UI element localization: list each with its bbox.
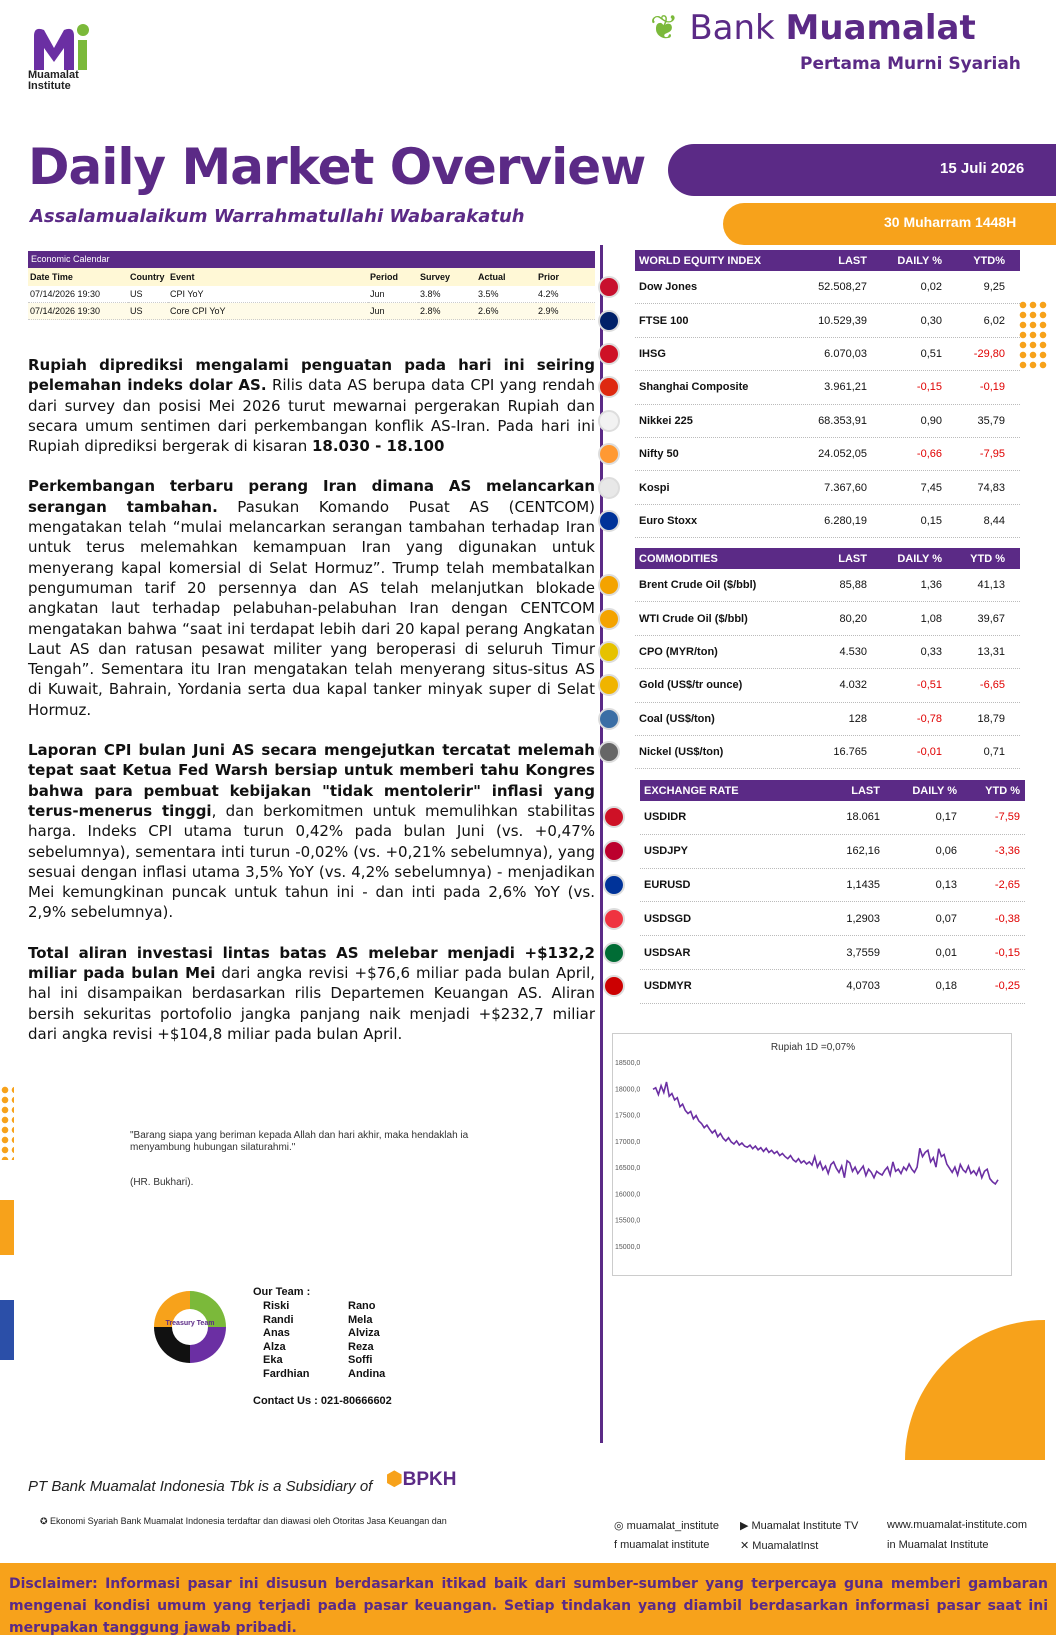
- website-link[interactable]: www.muamalat-institute.com: [887, 1519, 1027, 1531]
- instagram-icon: ◎: [614, 1520, 627, 1532]
- cell-name: Nifty 50: [639, 448, 679, 461]
- linkedin-handle: Muamalat Institute: [898, 1539, 989, 1551]
- cell-last: 16.765: [833, 746, 867, 759]
- ec-cell: US: [128, 303, 168, 320]
- cell-name: USDSGD: [644, 912, 692, 925]
- x-link[interactable]: [740, 1539, 818, 1552]
- cell-last: 6.280,19: [824, 514, 867, 527]
- cell-last: 3,7559: [846, 946, 880, 959]
- table-row: [640, 936, 1025, 970]
- cell-ytd: 8,44: [983, 514, 1005, 527]
- y-tick-label: 16500,0: [615, 1165, 641, 1173]
- commodities-column-header: DAILY %: [897, 552, 942, 565]
- y-tick-label: 15500,0: [615, 1217, 641, 1225]
- table-row: [635, 471, 1020, 504]
- instagram-link[interactable]: [614, 1519, 719, 1532]
- bank-tagline: Pertama Murni Syariah: [800, 54, 1021, 74]
- y-tick-label: 16000,0: [615, 1191, 641, 1199]
- economic-calendar-title: Economic Calendar: [28, 251, 595, 268]
- exchange-column-header: LAST: [851, 784, 880, 797]
- team-member: Randi: [263, 1313, 294, 1326]
- cell-ytd: -0,38: [994, 912, 1020, 925]
- equity-column-header: LAST: [838, 254, 867, 267]
- paragraph-body: dari angka revisi +$76,6 miliar pada bulan April, hal ini disampaikan berdasarkan rilis Departemen Keuangan AS. Aliran bersih sekuritas portofolio jangka panjang naik menjadi +$232,7 miliar dari angka revisi +$104,8 miliar pada bulan April.: [28, 964, 596, 1043]
- cell-ytd: 9,25: [983, 281, 1005, 294]
- paragraph-investment: [28, 943, 595, 1044]
- y-tick-label: 17000,0: [615, 1138, 641, 1146]
- eu-pin-icon: [603, 874, 625, 896]
- disclaimer: Disclaimer: Informasi pasar ini disusun berdasarkan itikad baik dari sumber-sumber yang terpercaya guna memberi gambaran mengenai kondisi umum yang terjadi pada pasar keuangan. Setiap tindakan yang diambil berdasarkan informasi pasar saat ini merupakan tanggung jawab pribadi.: [0, 1563, 1056, 1635]
- cell-name: Gold (US$/tr ounce): [639, 679, 743, 692]
- cell-last: 85,88: [839, 579, 867, 592]
- cell-daily: 0,18: [935, 980, 957, 993]
- cell-last: 1,2903: [846, 912, 880, 925]
- team-member: Anas: [263, 1327, 290, 1339]
- cell-last: 162,16: [846, 845, 880, 858]
- cell-name: Nikkei 225: [639, 414, 693, 427]
- cell-last: 128: [848, 712, 867, 725]
- table-row: [635, 736, 1020, 769]
- ec-col-header: Date Time: [28, 268, 128, 286]
- exchange-column-header: YTD %: [985, 784, 1020, 797]
- ec-col-header: Prior: [536, 268, 595, 286]
- team-column-1: [263, 1300, 309, 1381]
- table-row: [28, 303, 595, 320]
- paragraph-rupiah: [28, 355, 595, 456]
- treasury-team-logo: [150, 1285, 230, 1370]
- decorative-stripe: [0, 1200, 14, 1255]
- paragraph-headline: Rupiah diprediksi mengalami penguatan pada hari ini seiring pelemahan indeks dolar AS.: [28, 356, 595, 395]
- cell-ytd: -6,65: [979, 679, 1005, 692]
- table-row: [640, 835, 1025, 869]
- cell-ytd: 39,67: [977, 612, 1005, 625]
- cell-last: 52.508,27: [818, 281, 867, 294]
- table-row: [635, 569, 1020, 602]
- team-member: Rano: [348, 1300, 376, 1312]
- exchange-rate-table: [640, 780, 1025, 1004]
- cell-daily: 0,06: [935, 845, 957, 858]
- hijri-date: 30 Muharram 1448H: [884, 214, 1017, 230]
- paragraph-headline: Laporan CPI bulan Juni AS secara mengejutkan tercatat melemah tepat saat Ketua Fed Warsh bersiap untuk memberi tahu Kongres bahwa para pembuat kebijakan "tidak mentolerir" inflasi yang terus-menerus tinggi: [28, 741, 595, 820]
- facebook-handle: muamalat institute: [620, 1539, 710, 1551]
- table-row: [640, 869, 1025, 903]
- table-row: [635, 636, 1020, 669]
- cell-name: Coal (US$/ton): [639, 712, 715, 725]
- team-member: Mela: [348, 1313, 373, 1326]
- cell-name: Shanghai Composite: [639, 381, 749, 394]
- cell-daily: 0,17: [935, 811, 957, 824]
- decorative-dots: [0, 1085, 14, 1160]
- paragraph-iran: [28, 476, 595, 720]
- ec-cell: 2.6%: [476, 303, 536, 320]
- instagram-handle: muamalat_institute: [626, 1520, 719, 1532]
- equity-header-row: [635, 250, 1020, 271]
- paragraph-headline: Total aliran investasi lintas batas AS melebar menjadi +$132,2 miliar pada bulan Mei: [28, 943, 595, 983]
- cell-name: USDIDR: [644, 811, 687, 824]
- eu-flag-icon: [598, 510, 620, 532]
- team-member: Andina: [348, 1367, 386, 1380]
- chart-title: Rupiah 1D =0,07%: [770, 1042, 856, 1053]
- table-row: [640, 801, 1025, 835]
- ec-cell: US: [128, 286, 168, 303]
- indonesia-flag-icon: [598, 343, 620, 365]
- cell-daily: 0,51: [920, 347, 942, 360]
- y-tick-label: 17500,0: [615, 1112, 641, 1120]
- market-commentary: [28, 355, 595, 1064]
- rupiah-range: 18.030 - 18.100: [311, 437, 445, 456]
- cell-ytd: -0,19: [979, 381, 1005, 394]
- ec-cell: Core CPI YoY: [168, 303, 368, 320]
- hadith-quote: "Barang siapa yang beriman kepada Allah dan hari akhir, maka hendaklah ia menyambung hubungan silaturahmi.": [130, 1130, 469, 1153]
- cell-ytd: -3,36: [994, 845, 1020, 858]
- facebook-icon: f: [614, 1539, 621, 1551]
- commodities-column-header: LAST: [838, 552, 867, 565]
- cell-ytd: -7,59: [994, 811, 1020, 824]
- team-logo-text: Treasury Team: [165, 1320, 215, 1327]
- cell-daily: 0,15: [920, 514, 942, 527]
- equity-column-header: YTD%: [973, 254, 1005, 267]
- equity-column-header: DAILY %: [897, 254, 942, 267]
- rupiah-line-chart: [613, 1034, 1013, 1277]
- cell-last: 6.070,03: [824, 347, 867, 360]
- table-row: [635, 669, 1020, 702]
- cell-ytd: 74,83: [977, 481, 1005, 494]
- saudi-pin-icon: [603, 942, 625, 964]
- paragraph-body: Pasukan Komando Pusat AS (CENTCOM) mengatakan telah “mulai melancarkan serangan tambahan terhadap Iran untuk terus melemahkan kemampuan Iran yang digunakan untuk menyerang kapal komersial di Selat Hormuz”. Trump telah membatalkan pengumuman tarif 20 persennya dan AS telah melanjutkan blokade angkatan laut terhadap pelabuhan-pelabuhan Iran dengan CENTCOM mengatakan bahwa “saat ini terdapat lebih dari 20 kapal perang Angkatan Laut AS dan ratusan pesawat militer yang beroperasi di seluruh Timur Tengah”. Sementara itu Iran mengatakan telah menyerang situs-situs AS di Kuwait, Bahrain, Yordania serta dua kapal tanker minyak super di Selat Hormuz.: [28, 497, 595, 719]
- cell-daily: 0,02: [920, 281, 942, 294]
- table-row: [635, 438, 1020, 471]
- cell-name: Dow Jones: [639, 281, 698, 294]
- cell-ytd: 0,71: [983, 746, 1005, 759]
- report-date: 15 Juli 2026: [940, 160, 1025, 177]
- youtube-handle: Muamalat Institute TV: [751, 1520, 859, 1532]
- cell-ytd: 35,79: [977, 414, 1005, 427]
- table-row: [635, 405, 1020, 438]
- cell-last: 18.061: [846, 811, 880, 824]
- paragraph-body: , dan berkomitmen untuk memulihkan stabilitas harga. Indeks CPI utama turun 0,42% pada bulan Juni (vs. +0,47% sebelumnya), sementara inti turun -0,02% (vs. +0,21% sebelumnya), yang sesuai dengan inflasi utama 3,5% YoY (vs. 4,2% sebelumnya) - menjadikan Mei kemungkinan puncak untuk tahun ini - dan inti pada 2,6% YoY (vs. 2,9% sebelumnya).: [28, 801, 595, 922]
- cell-ytd: -0,25: [994, 980, 1020, 993]
- institute-logo-text: Muamalat Institute: [28, 69, 79, 92]
- greeting: Assalamualaikum Warrahmatullahi Wabarakatuh: [30, 206, 525, 227]
- cell-name: Brent Crude Oil ($/bbl): [639, 579, 757, 592]
- table-row: [635, 271, 1020, 304]
- bank-logo-emblem: ❦: [650, 8, 679, 48]
- cell-daily: 7,45: [920, 481, 942, 494]
- cell-daily: -0,01: [916, 746, 942, 759]
- ec-cell: 2.9%: [536, 303, 595, 320]
- muamalat-institute-logo: [30, 18, 94, 74]
- ec-cell: 3.5%: [476, 286, 536, 303]
- gold-bar-icon: [598, 674, 620, 696]
- cell-daily: 0,13: [935, 878, 957, 891]
- table-row: [635, 304, 1020, 337]
- x-icon: ✕: [740, 1540, 753, 1552]
- nickel-ore-icon: [598, 741, 620, 763]
- ec-col-header: Country: [128, 268, 168, 286]
- cell-last: 4.032: [839, 679, 867, 692]
- cell-daily: -0,66: [916, 448, 942, 461]
- cell-daily: 1,08: [920, 612, 942, 625]
- cell-name: USDMYR: [644, 980, 692, 993]
- commodities-table: [635, 548, 1020, 769]
- cell-daily: -0,51: [916, 679, 942, 692]
- cell-ytd: -2,65: [994, 878, 1020, 891]
- ojk-statement: [40, 1516, 447, 1527]
- ec-cell: Jun: [368, 303, 418, 320]
- ekonomi-syariah-icon: ✪: [40, 1516, 51, 1526]
- table-row: [635, 505, 1020, 538]
- team-member: Alza: [263, 1340, 286, 1353]
- exchange-column-header: EXCHANGE RATE: [644, 784, 739, 797]
- economic-calendar: [28, 251, 595, 320]
- bank-name-light: Bank: [689, 8, 775, 48]
- decorative-quarter-circle: [905, 1320, 1045, 1460]
- cell-daily: -0,15: [916, 381, 942, 394]
- paragraph-cpi: [28, 740, 595, 923]
- ec-cell: 2.8%: [418, 303, 476, 320]
- india-flag-icon: [598, 443, 620, 465]
- cell-last: 68.353,91: [818, 414, 867, 427]
- cell-last: 10.529,39: [818, 314, 867, 327]
- bank-name-bold: Muamalat: [785, 8, 976, 48]
- uk-flag-icon: [598, 310, 620, 332]
- cell-ytd: 41,13: [977, 579, 1005, 592]
- ec-col-header: Event: [168, 268, 368, 286]
- cell-ytd: -7,95: [979, 448, 1005, 461]
- cell-name: CPO (MYR/ton): [639, 645, 718, 658]
- contact-info: Contact Us : 021-80666602: [253, 1395, 392, 1407]
- cell-name: Nickel (US$/ton): [639, 746, 724, 759]
- bpkh-logo: ⬢BPKH: [386, 1469, 457, 1490]
- ec-cell: CPI YoY: [168, 286, 368, 303]
- cell-name: EURUSD: [644, 878, 691, 891]
- cell-last: 3.961,21: [824, 381, 867, 394]
- indonesia-pin-icon: [603, 806, 625, 828]
- cell-last: 80,20: [839, 612, 867, 625]
- cell-name: USDJPY: [644, 845, 689, 858]
- japan-flag-icon: [598, 410, 620, 432]
- ec-cell: 07/14/2026 19:30: [28, 303, 128, 320]
- exchange-header-row: [640, 780, 1025, 801]
- cell-daily: 1,36: [920, 579, 942, 592]
- linkedin-link[interactable]: [887, 1539, 989, 1551]
- equity-column-header: WORLD EQUITY INDEX: [639, 254, 762, 267]
- table-row: [635, 371, 1020, 404]
- table-row: [635, 602, 1020, 635]
- team-member: Soffi: [348, 1354, 373, 1366]
- ec-col-header: Actual: [476, 268, 536, 286]
- y-tick-label: 15000,0: [615, 1244, 641, 1251]
- coal-cart-icon: [598, 708, 620, 730]
- ojk-text: Ekonomi Syariah Bank Muamalat Indonesia terdaftar dan diawasi oleh Otoritas Jasa Keuangan dan: [50, 1516, 447, 1526]
- table-row: [28, 286, 595, 303]
- cell-daily: 0,90: [920, 414, 942, 427]
- economic-calendar-table: [28, 268, 595, 320]
- singapore-pin-icon: [603, 908, 625, 930]
- subsidiary-statement: PT Bank Muamalat Indonesia Tbk is a Subsidiary of: [28, 1478, 373, 1495]
- us-flag-icon: [598, 276, 620, 298]
- commodities-column-header: YTD %: [970, 552, 1005, 565]
- cell-daily: 0,33: [920, 645, 942, 658]
- rupiah-chart: [612, 1033, 1012, 1276]
- korea-flag-icon: [598, 477, 620, 499]
- cell-ytd: 13,31: [977, 645, 1005, 658]
- x-handle: MuamalatInst: [752, 1540, 819, 1552]
- ec-col-header: Survey: [418, 268, 476, 286]
- team-title: Our Team :: [253, 1286, 311, 1298]
- cell-ytd: -0,15: [994, 946, 1020, 959]
- cell-daily: 0,30: [920, 314, 942, 327]
- paragraph-headline: Perkembangan terbaru perang Iran dimana AS melancarkan serangan tambahan.: [28, 477, 595, 516]
- team-member: Riski: [263, 1300, 290, 1312]
- page-title: Daily Market Overview: [28, 138, 646, 196]
- y-tick-label: 18500,0: [615, 1060, 641, 1067]
- youtube-link[interactable]: [740, 1519, 858, 1532]
- cell-name: WTI Crude Oil ($/bbl): [639, 612, 748, 625]
- cell-last: 4.530: [839, 645, 867, 658]
- decorative-dots: [1018, 300, 1048, 370]
- paragraph-body: Rilis data AS berupa data CPI yang rendah dari survey dan posisi Mei 2026 turut mewarnai pergerakan Rupiah dan secara umum sentimen dari perkembangan konflik AS-Iran. Pada hari ini Rupiah diprediksi bergerak di kisaran: [28, 376, 595, 456]
- ec-cell: 4.2%: [536, 286, 595, 303]
- cell-daily: -0,78: [916, 712, 942, 725]
- cell-name: Euro Stoxx: [639, 514, 698, 527]
- oil-barrel-icon: [598, 574, 620, 596]
- bank-muamalat-logo: [650, 8, 976, 48]
- youtube-icon: ▶: [740, 1520, 752, 1532]
- team-member: Fardhian: [263, 1367, 310, 1380]
- cell-last: 1,1435: [846, 878, 880, 891]
- japan-pin-icon: [603, 840, 625, 862]
- cell-last: 7.367,60: [824, 481, 867, 494]
- team-member: Eka: [263, 1354, 283, 1366]
- oil-barrel-icon: [598, 608, 620, 630]
- china-flag-icon: [598, 376, 620, 398]
- cell-daily: 0,07: [935, 912, 957, 925]
- commodities-header-row: [635, 548, 1020, 569]
- commodities-column-header: COMMODITIES: [639, 552, 718, 565]
- rupiah-series-line: [653, 1082, 998, 1184]
- bpkh-logo-text: BPKH: [402, 1469, 457, 1490]
- cell-daily: 0,01: [935, 946, 957, 959]
- quote-source: (HR. Bukhari).: [130, 1177, 194, 1188]
- cell-ytd: 6,02: [983, 314, 1005, 327]
- exchange-column-header: DAILY %: [912, 784, 957, 797]
- table-row: [635, 703, 1020, 736]
- malaysia-pin-icon: [603, 975, 625, 997]
- y-tick-label: 18000,0: [615, 1086, 641, 1094]
- table-row: [640, 970, 1025, 1004]
- cell-last: 24.052,05: [818, 448, 867, 461]
- cell-ytd: -29,80: [973, 347, 1005, 360]
- linkedin-icon: in: [887, 1539, 899, 1551]
- cell-name: Kospi: [639, 481, 670, 494]
- table-row: [635, 338, 1020, 371]
- cell-name: FTSE 100: [639, 314, 689, 327]
- facebook-link[interactable]: [614, 1539, 709, 1551]
- cell-ytd: 18,79: [977, 712, 1005, 725]
- table-row: [640, 902, 1025, 936]
- team-column-2: [348, 1300, 385, 1381]
- ec-col-header: Period: [368, 268, 418, 286]
- cell-last: 4,0703: [846, 980, 880, 993]
- team-member: Reza: [348, 1340, 374, 1353]
- cell-name: IHSG: [639, 347, 666, 360]
- ec-cell: Jun: [368, 286, 418, 303]
- cell-name: USDSAR: [644, 946, 691, 959]
- team-member: Alviza: [348, 1327, 380, 1339]
- ec-cell: 3.8%: [418, 286, 476, 303]
- decorative-stripe: [0, 1300, 14, 1360]
- world-equity-table: [635, 250, 1020, 538]
- palm-oil-icon: [598, 641, 620, 663]
- ec-cell: 07/14/2026 19:30: [28, 286, 128, 303]
